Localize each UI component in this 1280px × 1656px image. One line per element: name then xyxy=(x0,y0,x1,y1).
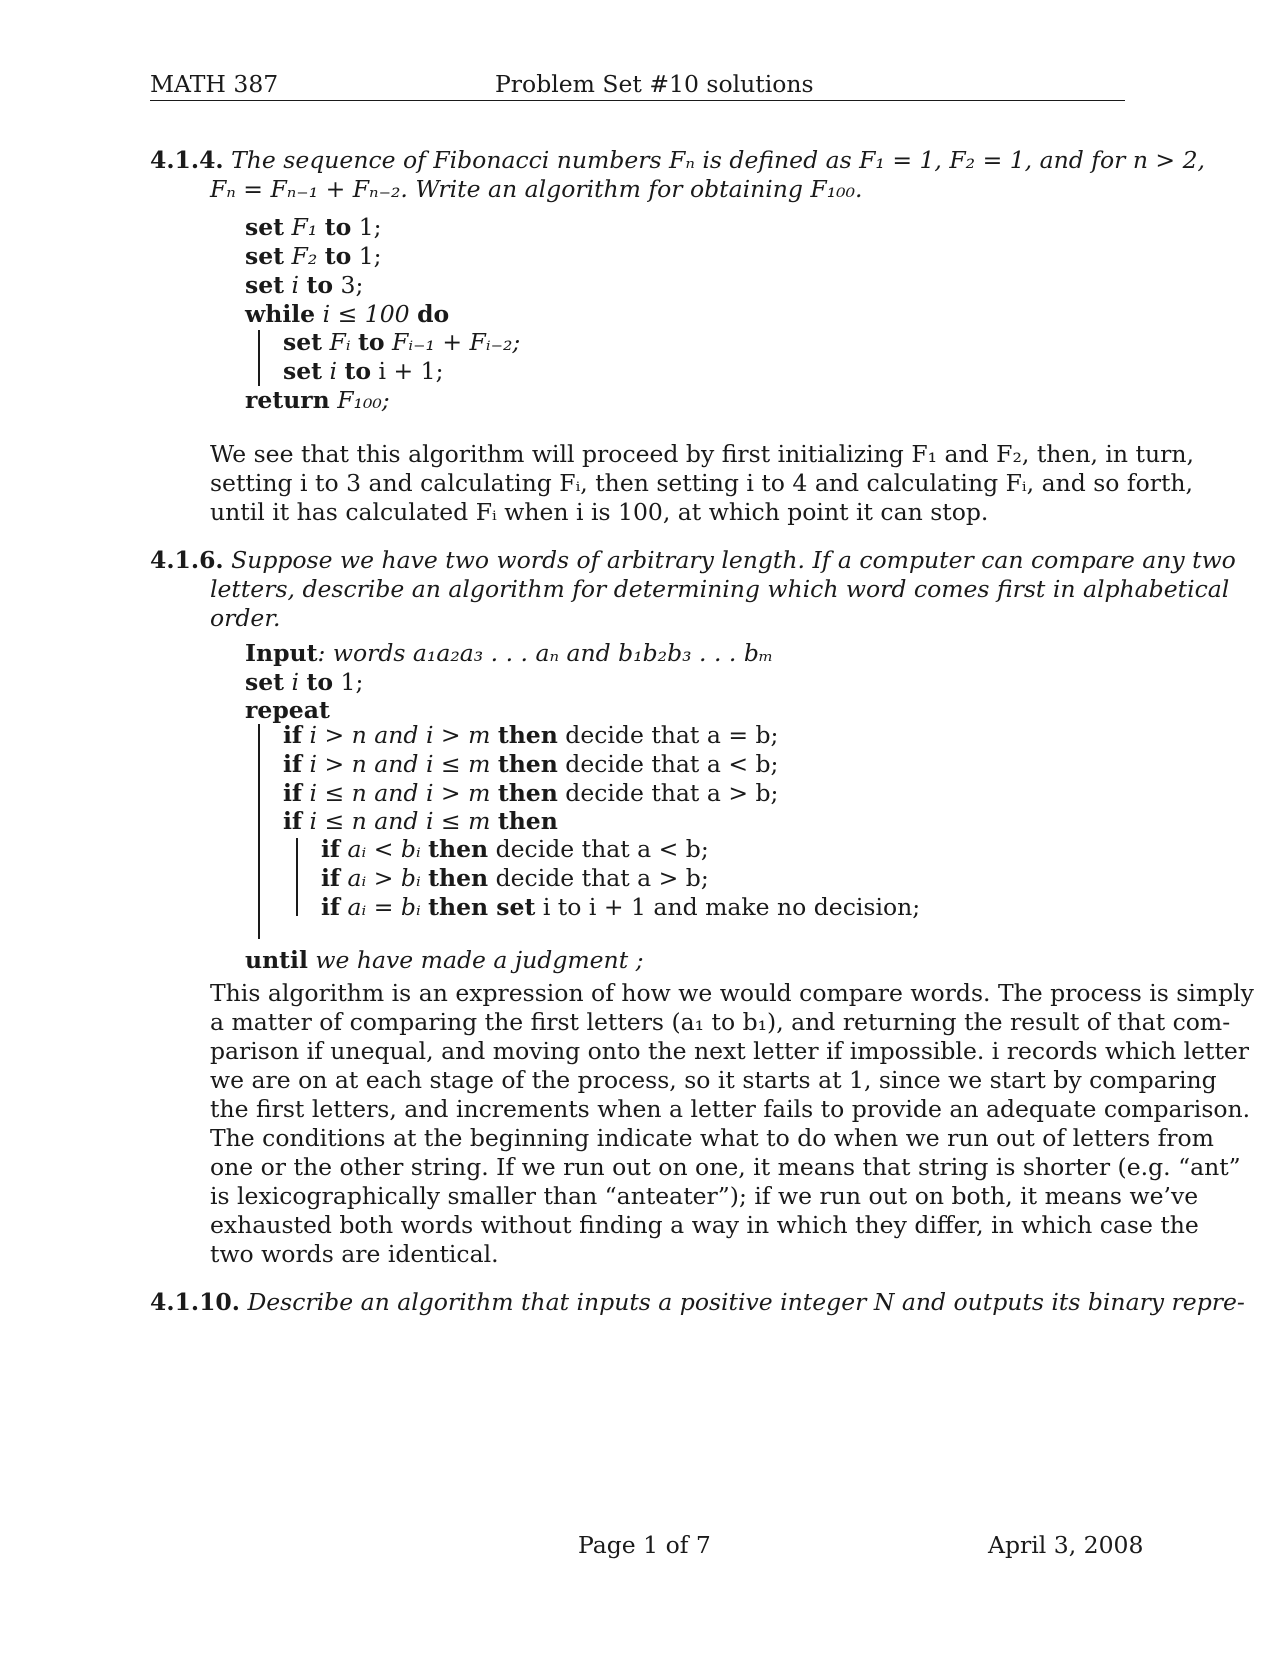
page-header xyxy=(150,70,1125,101)
algorithm-line: Input: words a₁a₂a₃ . . . aₙ and b₁b₂b₃ . . . bₘ xyxy=(245,639,774,667)
algorithm-line: while i ≤ 100 do xyxy=(245,300,450,328)
algorithm-line: if aᵢ > bᵢ then decide that a > b; xyxy=(321,864,709,892)
document-title: Problem Set #10 solutions xyxy=(495,70,814,98)
problem-4-1-10-statement xyxy=(150,1287,1245,1317)
page-number: Page 1 of 7 xyxy=(578,1531,711,1559)
problem-4-1-6-statement xyxy=(150,545,1236,575)
problem-text: Fₙ = Fₙ₋₁ + Fₙ₋₂. Write an algorithm for obtaining F₁₀₀. xyxy=(210,175,863,203)
loop-bar xyxy=(258,330,260,386)
problem-text: letters, describe an algorithm for determining which word comes first in alphabetical xyxy=(210,575,1230,603)
algorithm-line: if i ≤ n and i > m then decide that a > b; xyxy=(283,779,779,807)
problem-text: order. xyxy=(210,604,281,632)
algorithm-line: if i > n and i > m then decide that a = b; xyxy=(283,721,779,749)
problem-4-1-4-statement xyxy=(150,145,1205,175)
course-label: MATH 387 xyxy=(150,70,279,98)
problem-text: Suppose we have two words of arbitrary length. If a computer can compare any two xyxy=(231,546,1236,574)
problem-number: 4.1.10. xyxy=(150,1288,240,1316)
document-date: April 3, 2008 xyxy=(988,1531,1144,1559)
algorithm-line: set i to 1; xyxy=(245,668,364,696)
nested-bar xyxy=(296,838,298,916)
algorithm-line: set F₁ to 1; xyxy=(245,213,382,241)
algorithm-line: if aᵢ < bᵢ then decide that a < b; xyxy=(321,835,709,863)
algorithm-line: set Fᵢ to Fᵢ₋₁ + Fᵢ₋₂; xyxy=(283,328,521,356)
problem-text: Describe an algorithm that inputs a positive integer N and outputs its binary repre- xyxy=(247,1288,1245,1316)
algorithm-line: if i ≤ n and i ≤ m then xyxy=(283,807,558,835)
algorithm-line: until we have made a judgment ; xyxy=(245,946,644,974)
algorithm-line: if aᵢ = bᵢ then set i to i + 1 and make no decision; xyxy=(321,893,921,921)
problem-number: 4.1.4. xyxy=(150,146,224,174)
algorithm-line: set i to 3; xyxy=(245,271,364,299)
algorithm-line: set F₂ to 1; xyxy=(245,242,382,270)
algorithm-line: repeat xyxy=(245,696,330,724)
algorithm-line: return F₁₀₀; xyxy=(245,386,390,414)
problem-number: 4.1.6. xyxy=(150,546,224,574)
algorithm-line: if i > n and i ≤ m then decide that a < b; xyxy=(283,750,779,778)
algorithm-line: set i to i + 1; xyxy=(283,357,444,385)
loop-bar xyxy=(258,724,260,939)
problem-text: The sequence of Fibonacci numbers Fₙ is defined as F₁ = 1, F₂ = 1, and for n > 2, xyxy=(231,146,1206,174)
